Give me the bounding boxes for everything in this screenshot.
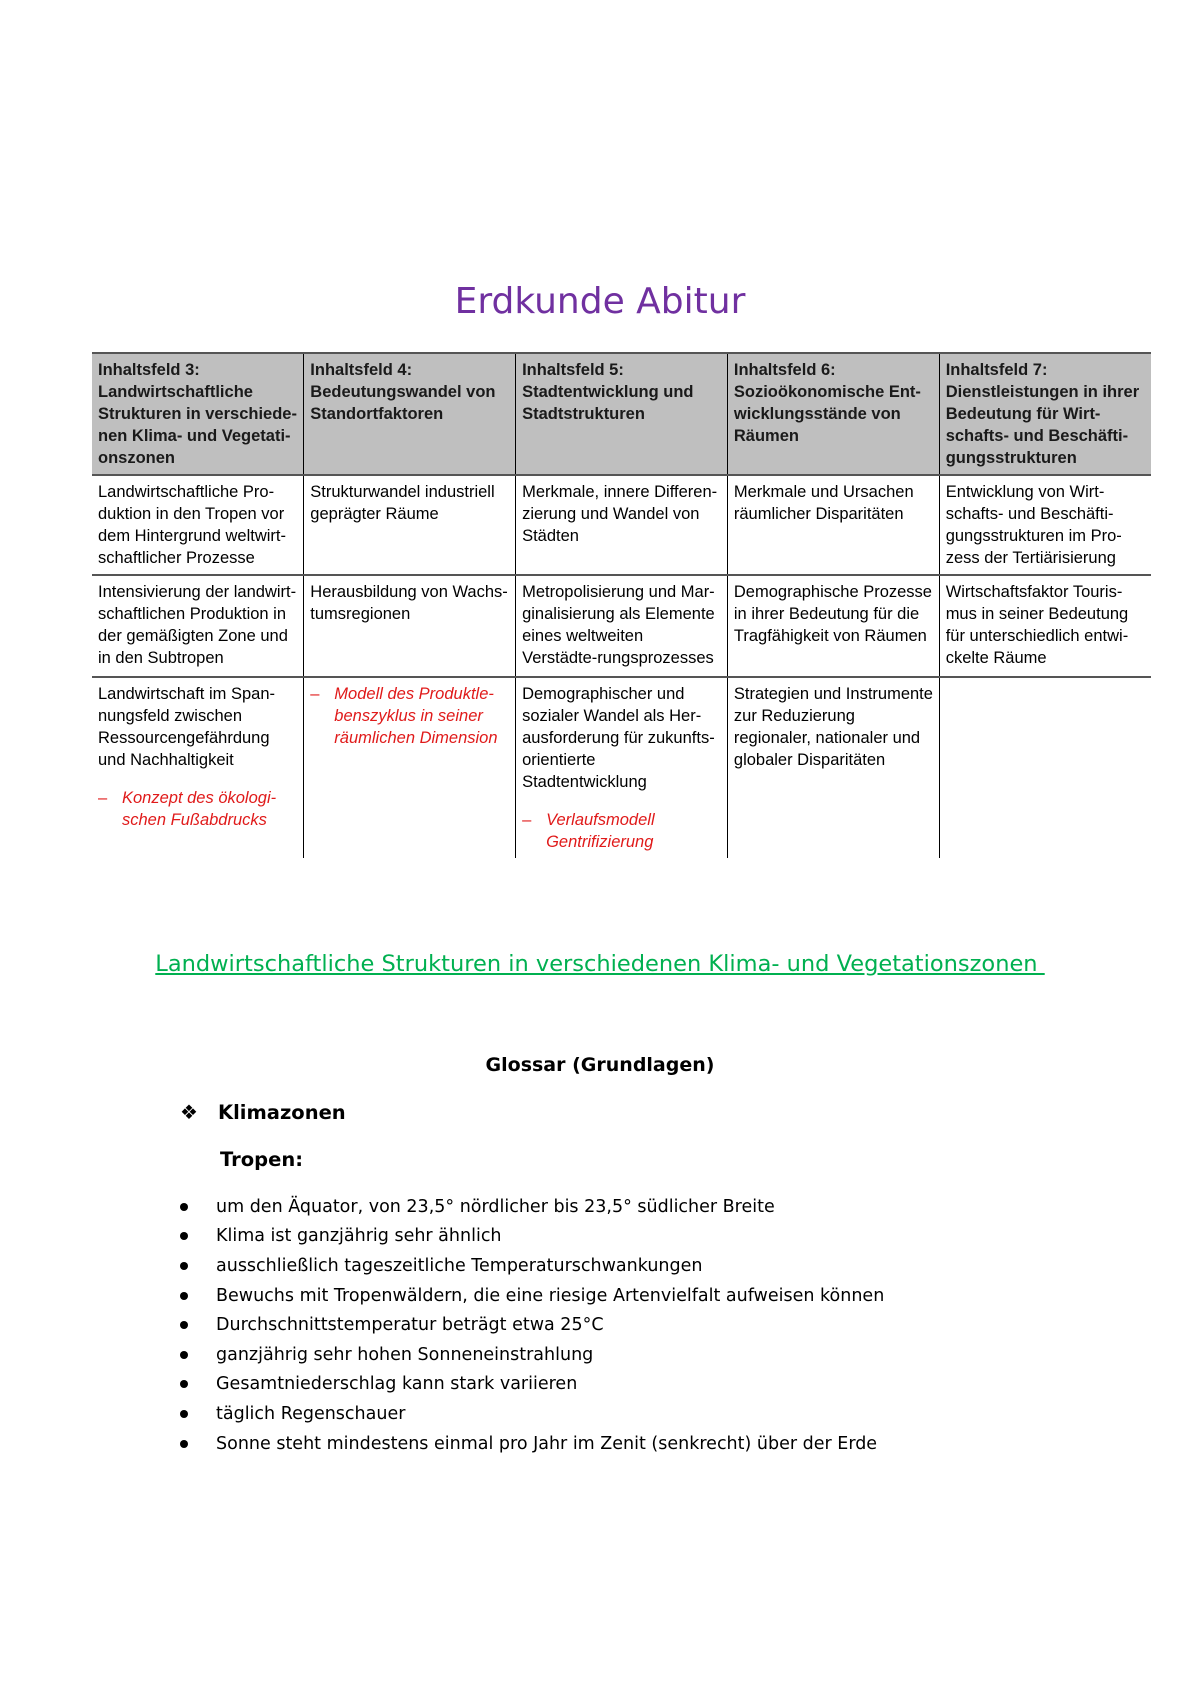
cell-text: Landwirtschaft im Span-nungsfeld zwischen Ressourcengefährdung und Nachhaltigkeit xyxy=(98,685,275,769)
red-note-oekologischer-fussabdruck xyxy=(98,787,299,831)
table-cell: Intensivierung der landwirt-schaftlichen Produktion in der gemäßigten Zone und in den Subtropen xyxy=(92,575,304,677)
cell-text: Demographischer und sozialer Wandel als Her-ausforderung für zukunfts-orientierte Stadtentwicklung xyxy=(522,685,715,791)
list-item-text: täglich Regenschauer xyxy=(216,1403,406,1424)
dash-bullet: – xyxy=(98,789,108,807)
header-inhaltsfeld-6: Inhaltsfeld 6: Sozioökonomische Ent-wicklungsstände von Räumen xyxy=(727,353,939,475)
bullet-dot-icon xyxy=(180,1292,188,1300)
bullet-dot-icon xyxy=(180,1351,188,1359)
list-item-text: Gesamtniederschlag kann stark variieren xyxy=(216,1374,578,1395)
table-cell: Wirtschaftsfaktor Touris-mus in seiner Bedeutung für unterschiedlich entwi-ckelte Räume xyxy=(939,575,1151,677)
red-note-text: Modell des Produktle-benszyklus in seiner räumlichen Dimension xyxy=(334,685,498,747)
bullet-dot-icon xyxy=(180,1380,188,1388)
header-inhaltsfeld-3: Inhaltsfeld 3: Landwirtschaftliche Strukturen in verschiede-nen Klima- und Vegetati-onszonen xyxy=(92,353,304,475)
table-row xyxy=(92,475,1151,575)
header-inhaltsfeld-4: Inhaltsfeld 4: Bedeutungswandel von Standortfaktoren xyxy=(304,353,516,475)
bullet-dot-icon xyxy=(180,1232,188,1240)
table-cell: Entwicklung von Wirt-schafts- und Beschäfti-gungsstrukturen im Pro-zess der Tertiärisierung xyxy=(939,475,1151,575)
glossar-heading: Glossar (Grundlagen) xyxy=(485,1054,715,1076)
klimazonen-heading xyxy=(180,1100,346,1124)
table-cell: Landwirtschaftliche Pro-duktion in den Tropen vor dem Hintergrund weltwirt-schaftlicher Prozesse xyxy=(92,475,304,575)
list-item xyxy=(180,1192,884,1222)
red-note-text: Verlaufsmodell Gentrifizierung xyxy=(546,811,655,851)
bullet-dot-icon xyxy=(180,1203,188,1211)
list-item xyxy=(180,1310,884,1340)
red-note-text: Konzept des ökologi-schen Fußabdrucks xyxy=(122,789,277,829)
list-item xyxy=(180,1370,884,1400)
red-note-gentrifizierung xyxy=(522,809,723,853)
bullet-dot-icon xyxy=(180,1262,188,1270)
list-item-text: Sonne steht mindestens einmal pro Jahr im Zenit (senkrecht) über der Erde xyxy=(216,1433,878,1454)
bullet-dot-icon xyxy=(180,1321,188,1329)
tropen-heading: Tropen: xyxy=(220,1148,304,1171)
table-cell: Merkmale und Ursachen räumlicher Disparitäten xyxy=(727,475,939,575)
list-item-text: ausschließlich tageszeitliche Temperaturschwankungen xyxy=(216,1255,703,1276)
table-cell xyxy=(939,677,1151,858)
list-item xyxy=(180,1340,884,1370)
list-item-text: ganzjährig sehr hohen Sonneneinstrahlung xyxy=(216,1344,594,1365)
diamond-bullet-icon: ❖ xyxy=(180,1100,198,1124)
list-item xyxy=(180,1222,884,1252)
list-item-text: Durchschnittstemperatur beträgt etwa 25°C xyxy=(216,1315,604,1336)
bullet-dot-icon xyxy=(180,1440,188,1448)
section-heading: Landwirtschaftliche Strukturen in verschiedenen Klima- und Vegetationszonen xyxy=(155,951,1045,977)
dash-bullet: – xyxy=(310,685,320,703)
table-cell xyxy=(516,677,728,858)
table-cell: Strukturwandel industriell geprägter Räume xyxy=(304,475,516,575)
dash-bullet: – xyxy=(522,811,532,829)
table-row xyxy=(92,575,1151,677)
table-cell: Merkmale, innere Differen-zierung und Wandel von Städten xyxy=(516,475,728,575)
bullet-dot-icon xyxy=(180,1410,188,1418)
header-inhaltsfeld-7: Inhaltsfeld 7: Dienstleistungen in ihrer Bedeutung für Wirt-schafts- und Beschäfti-gungsstrukturen xyxy=(939,353,1151,475)
list-item-text: um den Äquator, von 23,5° nördlicher bis 23,5° südlicher Breite xyxy=(216,1196,775,1217)
list-item xyxy=(180,1399,884,1429)
table-cell: Herausbildung von Wachs-tumsregionen xyxy=(304,575,516,677)
table-cell xyxy=(92,677,304,858)
curriculum-table xyxy=(92,352,1151,858)
header-inhaltsfeld-5: Inhaltsfeld 5: Stadtentwicklung und Stadtstrukturen xyxy=(516,353,728,475)
list-item xyxy=(180,1251,884,1281)
table-cell: Metropolisierung und Mar-ginalisierung als Elemente eines weltweiten Verstädte-rungsprozesses xyxy=(516,575,728,677)
table-cell: Demographische Prozesse in ihrer Bedeutung für die Tragfähigkeit von Räumen xyxy=(727,575,939,677)
table-cell: Strategien und Instrumente zur Reduzierung regionaler, nationaler und globaler Disparitäten xyxy=(727,677,939,858)
table-cell xyxy=(304,677,516,858)
list-item xyxy=(180,1281,884,1311)
tropen-bullet-list xyxy=(180,1192,884,1458)
table-row xyxy=(92,677,1151,858)
list-item-text: Klima ist ganzjährig sehr ähnlich xyxy=(216,1226,502,1247)
klimazonen-label: Klimazonen xyxy=(218,1100,346,1124)
table-header-row xyxy=(92,353,1151,475)
list-item-text: Bewuchs mit Tropenwäldern, die eine riesige Artenvielfalt aufweisen können xyxy=(216,1285,885,1306)
red-note-produktlebenszyklus xyxy=(310,683,511,749)
list-item xyxy=(180,1429,884,1459)
document-title: Erdkunde Abitur xyxy=(454,281,746,322)
